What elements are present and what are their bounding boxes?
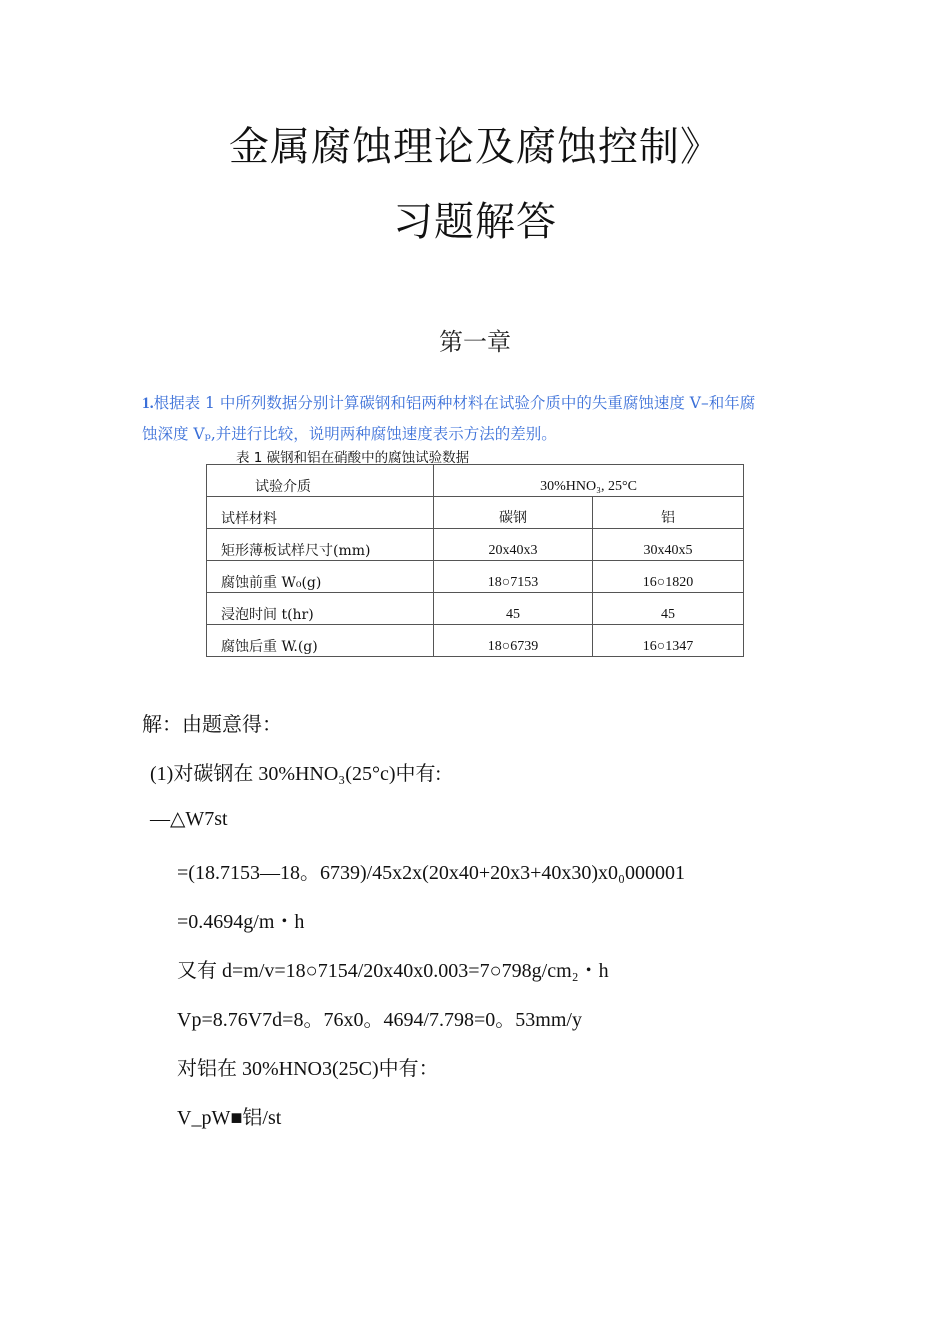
solution-step-6: Vp=8.76V7d=8。76x0。4694/7.798=0。53mm/y (177, 1009, 582, 1031)
aluminum-cell: 铝 (593, 497, 744, 529)
carbon-steel-cell: 碳钢 (434, 497, 593, 529)
table-row (207, 465, 744, 497)
table-row (207, 497, 744, 529)
question-text-line1: 根据表 1 中所列数据分别计算碳钢和铝两种材料在试验介质中的失重腐蚀速度 V–和年腐 (153, 394, 756, 412)
aluminum-cell: 16○1820 (593, 561, 744, 593)
question-number: 1. (142, 395, 154, 412)
solution-step-7: 对铝在 30%HNO3(25C)中有： (177, 1058, 439, 1080)
solution-step-5: 又有 d=m/v=18○7154/20x40x0.003=7○798g/cm₂・h (177, 960, 609, 982)
solution-step-2: —△W7st (150, 808, 228, 830)
solution-step-3: =(18.7153—18。6739)/45x2x(20x40+20x3+40x30)x0₀000001 (177, 862, 686, 884)
table-row (207, 593, 744, 625)
table-row (207, 625, 744, 657)
carbon-steel-cell: 45 (434, 593, 593, 625)
aluminum-cell: 45 (593, 593, 744, 625)
row-label-cell: 浸泡时间 t(hr) (207, 593, 434, 625)
carbon-steel-cell: 18○6739 (434, 625, 593, 657)
solution-step-1: (1)对碳钢在 30%HNO₃(25°c)中有: (150, 763, 442, 785)
solution-step-4: =0.4694g/m・h (177, 911, 305, 933)
corrosion-data-table (206, 464, 744, 657)
document-title-line2: 习题解答 (393, 199, 557, 245)
aluminum-cell: 16○1347 (593, 625, 744, 657)
solution-step-8: V_pW■铝/st (177, 1107, 282, 1129)
medium-value-cell: 30%HNO₃, 25°C (434, 465, 744, 497)
aluminum-cell: 30x40x5 (593, 529, 744, 561)
row-label-cell: 腐蚀后重 W.(g) (207, 625, 434, 657)
question-text-line2: 蚀深度 Vₚ,并进行比较，说明两种腐蚀速度表示方法的差别。 (142, 425, 557, 443)
row-label-cell: 试样材料 (207, 497, 434, 529)
medium-label-cell: 试验介质 (207, 465, 434, 497)
row-label-cell: 腐蚀前重 W₀(g) (207, 561, 434, 593)
carbon-steel-cell: 18○7153 (434, 561, 593, 593)
row-label-cell: 矩形薄板试样尺寸(mm) (207, 529, 434, 561)
table-caption: 表 1 碳钢和铝在硝酸中的腐蚀试验数据 (236, 450, 470, 466)
chapter-heading: 第一章 (439, 328, 511, 356)
question-1 (142, 388, 812, 450)
table-row (207, 529, 744, 561)
table-row (207, 561, 744, 593)
document-title-line1: 金属腐蚀理论及腐蚀控制》 (229, 124, 721, 170)
carbon-steel-cell: 20x40x3 (434, 529, 593, 561)
solution-intro: 解：由题意得： (142, 714, 282, 736)
